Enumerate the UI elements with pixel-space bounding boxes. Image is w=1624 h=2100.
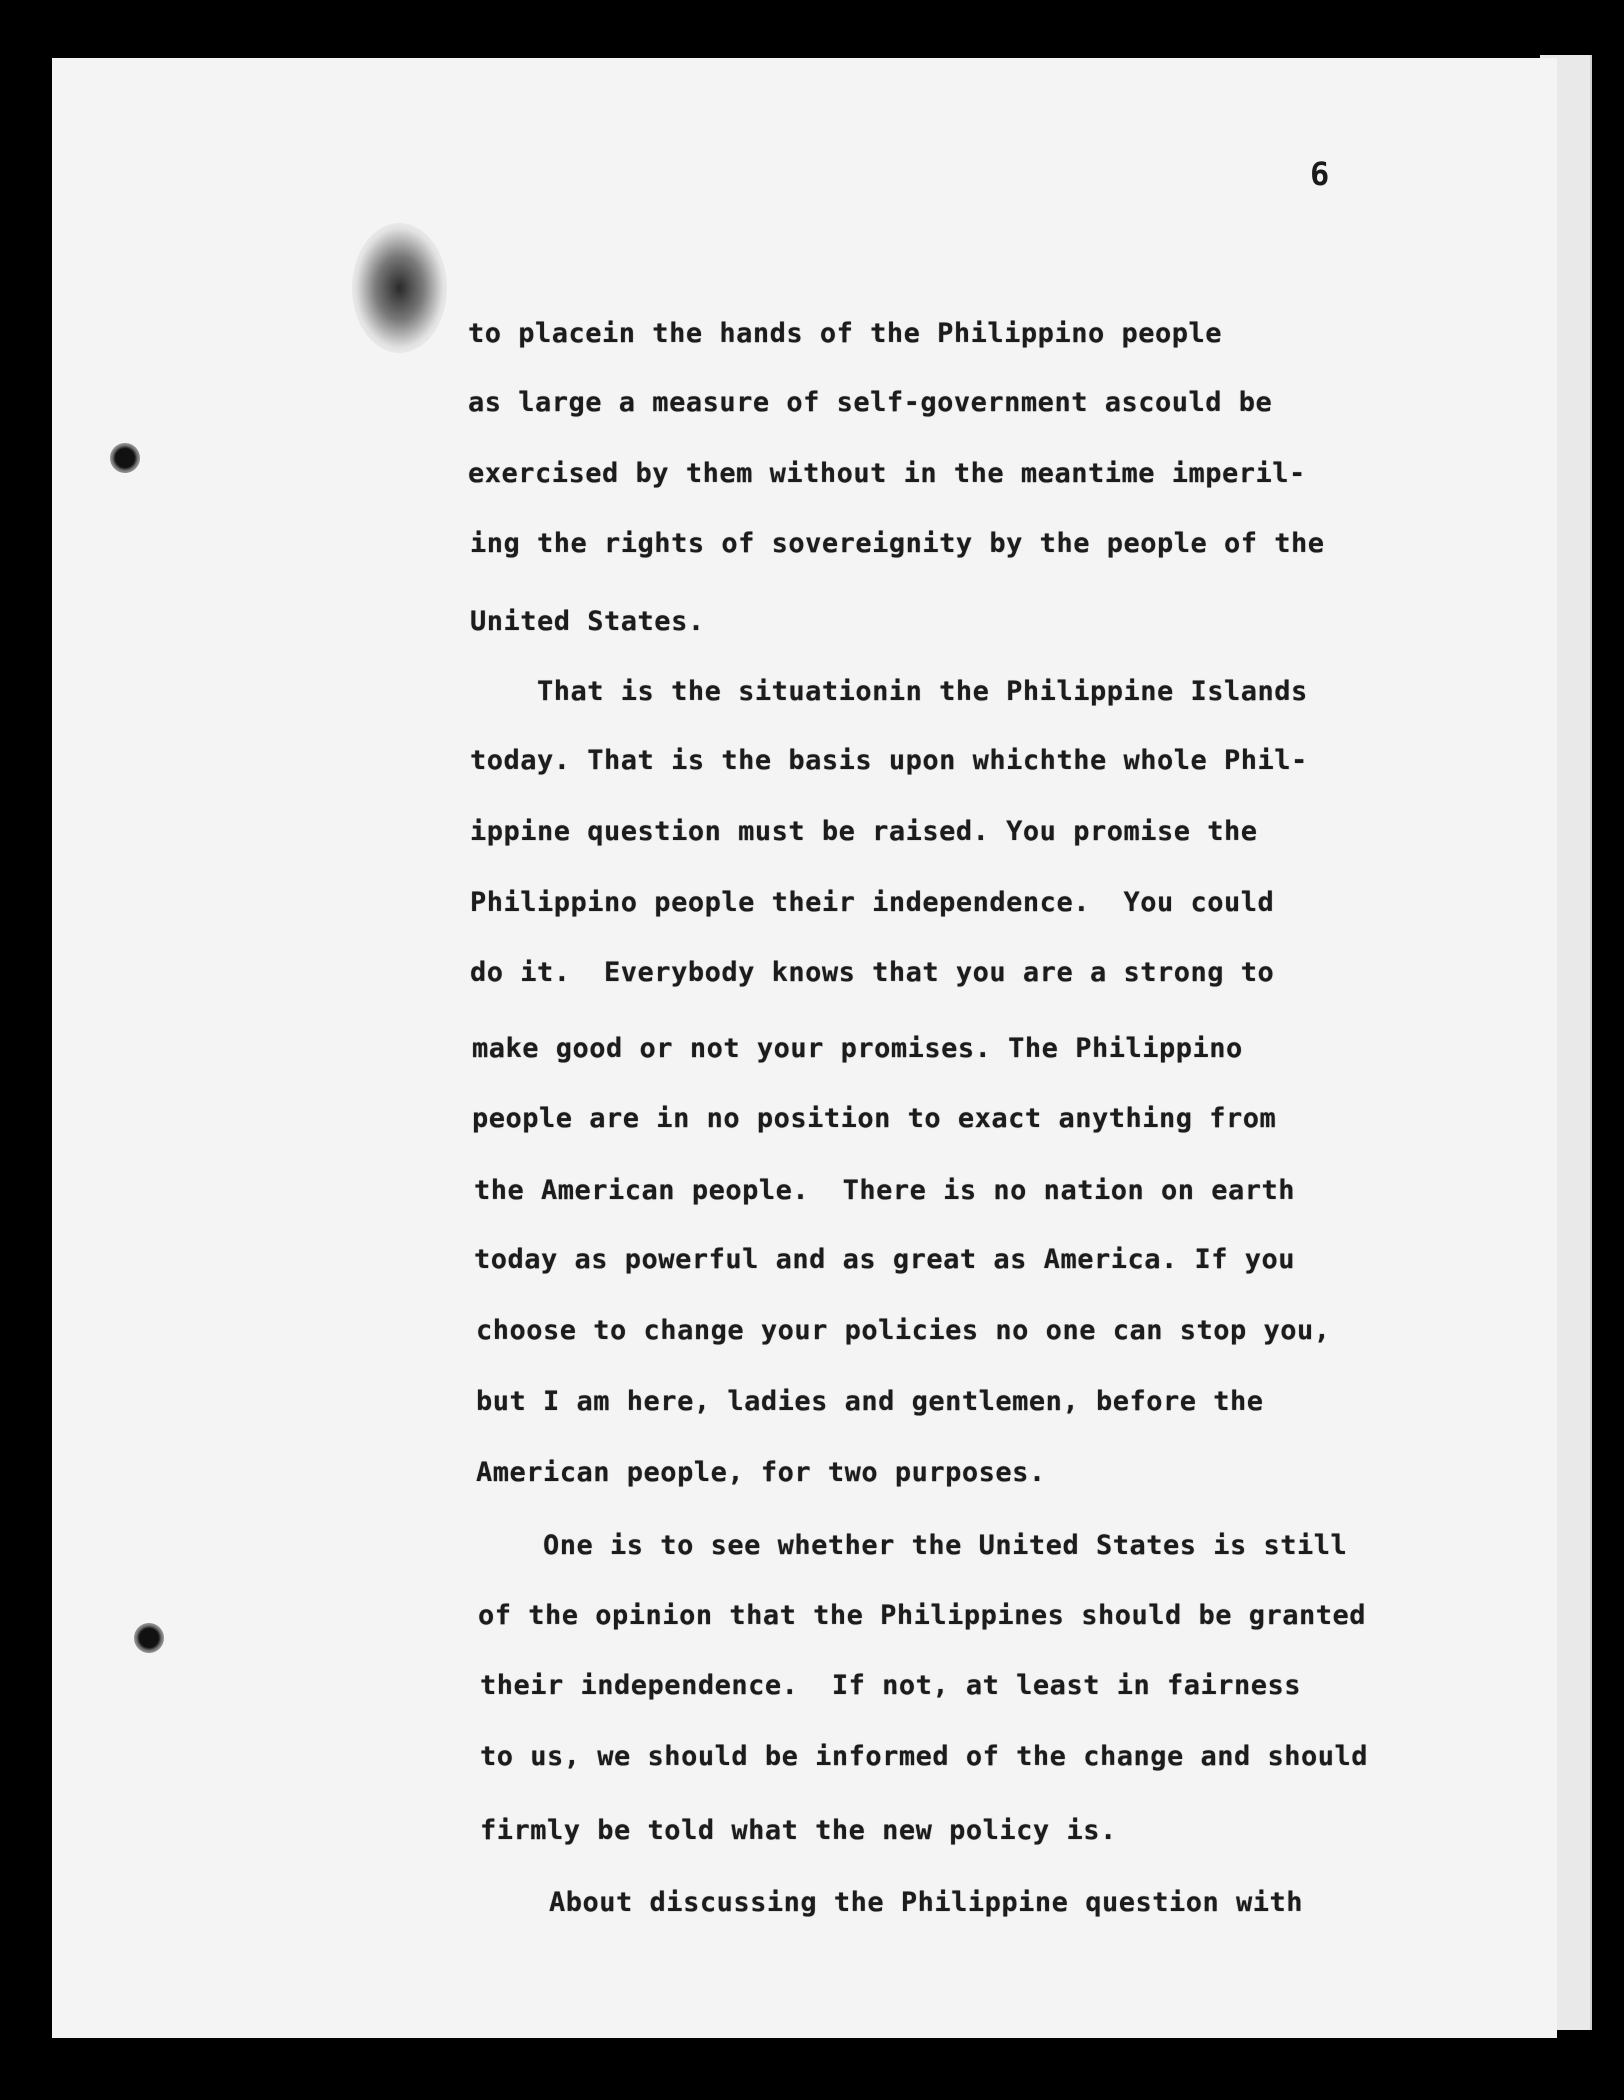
text-line: About discussing the Philippine question with <box>482 1887 1304 1918</box>
page-number: 6 <box>1310 155 1330 193</box>
text-line: to placein the hands of the Philippino people <box>468 318 1222 349</box>
text-line: today as powerful and as great as America. If you <box>474 1244 1296 1275</box>
text-line: their independence. If not, at least in fairness <box>480 1670 1302 1701</box>
text-line: the American people. There is no nation on earth <box>474 1175 1296 1206</box>
text-line: of the opinion that the Philippines should be granted <box>478 1600 1367 1631</box>
text-line: as large a measure of self-government ascould be <box>468 387 1273 418</box>
text-line: American people, for two purposes. <box>476 1457 1046 1488</box>
text-line: but I am here, ladies and gentlemen, before the <box>476 1386 1264 1417</box>
text-line: people are in no position to exact anything from <box>472 1103 1277 1134</box>
text-line: That is the situationin the Philippine Islands <box>470 676 1308 707</box>
ink-smudge <box>352 223 447 353</box>
text-line: ippine question must be raised. You promise the <box>470 816 1258 847</box>
text-line: exercised by them without in the meantime imperil- <box>468 458 1306 489</box>
text-line: firmly be told what the new policy is. <box>480 1815 1117 1846</box>
text-line: ing the rights of sovereignity by the people of the <box>470 528 1325 559</box>
text-line: make good or not your promises. The Philippino <box>472 1033 1243 1064</box>
text-line: today. That is the basis upon whichthe whole Phil- <box>470 745 1308 776</box>
text-line: One is to see whether the United States is still <box>476 1530 1348 1561</box>
text-line: choose to change your policies no one can stop you, <box>476 1315 1331 1346</box>
text-line: United States. <box>470 606 705 637</box>
text-line: do it. Everybody knows that you are a strong to <box>470 957 1275 988</box>
text-line: to us, we should be informed of the change and should <box>480 1741 1369 1772</box>
punch-hole-bottom <box>134 1623 164 1653</box>
punch-hole-top <box>110 443 140 473</box>
text-line: Philippino people their independence. You could <box>470 887 1275 918</box>
